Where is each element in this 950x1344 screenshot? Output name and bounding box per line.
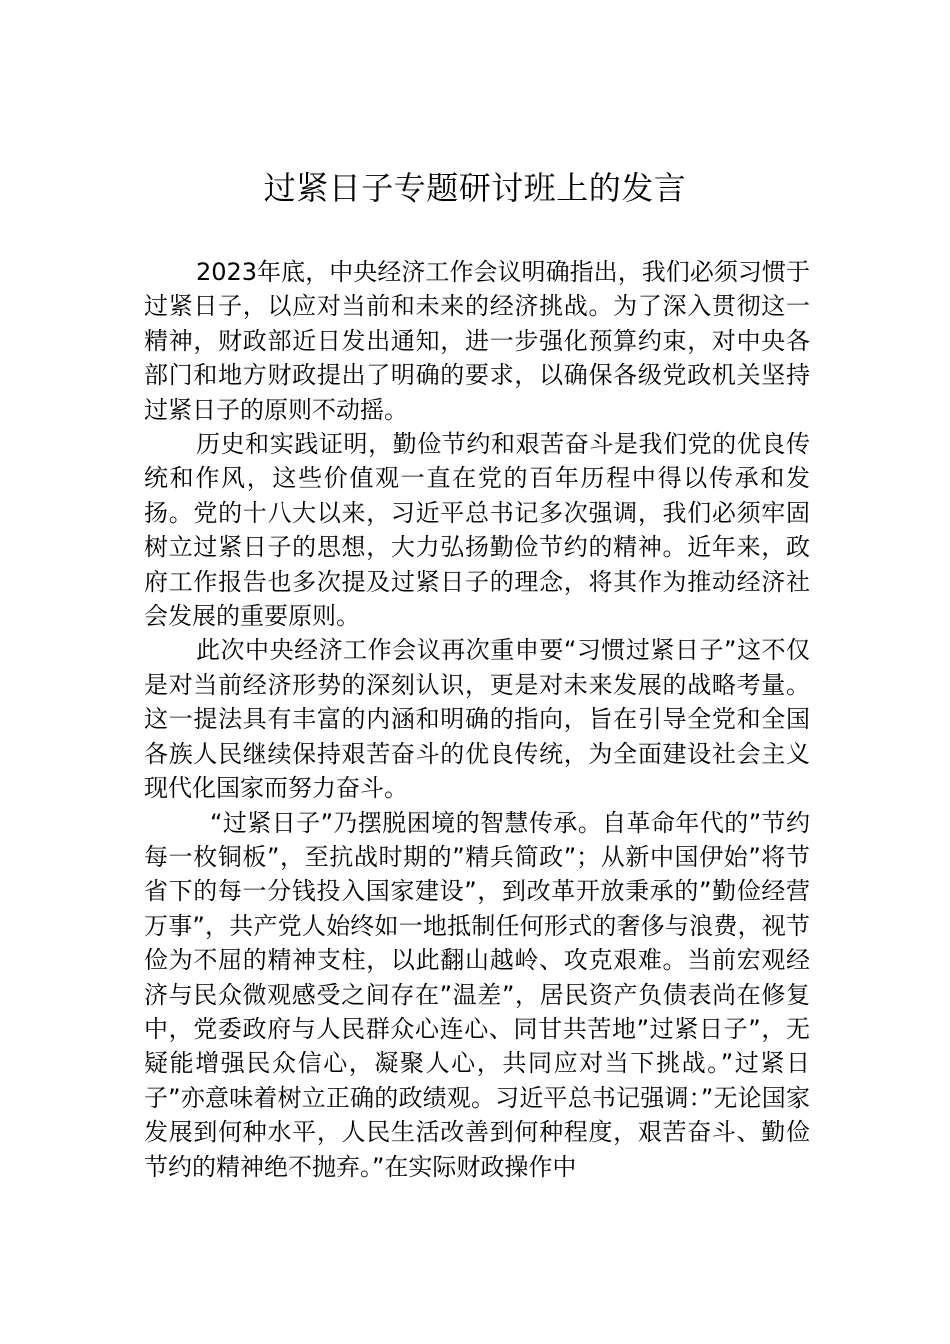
document-title: 过紧日子专题研讨班上的发言 — [263, 169, 687, 207]
paragraph: 历史和实践证明，勤俭节约和艰苦奋斗是我们党的优良传统和作风，这些价值观一直在党的百年历程中得以传承和发扬。党的十八大以来，习近平总书记多次强调，我们必须牢固树立过紧日子的思想，大力弘扬勤俭节约的精神。近年来，政府工作报告也多次提及过紧日子的理念，将其作为推动经济社会发展的重要原则。 — [144, 430, 810, 631]
document-body — [144, 255, 810, 1184]
paragraph: “过紧日子”乃摆脱困境的智慧传承。自革命年代的”节约每一枚铜板”，至抗战时期的”精兵简政”；从新中国伊始”将节省下的每一分钱投入国家建设”，到改革开放秉承的”勤俭经营万事”，共产党人始终如一地抵制任何形式的奢侈与浪费，视节俭为不屈的精神支柱，以此翻山越岭、攻克艰难。当前宏观经济与民众微观感受之间存在”温差”，居民资产负债表尚在修复中，党委政府与人民群众心连心、同甘共苦地”过紧日子”，无疑能增强民众信心，凝聚人心，共同应对当下挑战。”过紧日子”亦意味着树立正确的政绩观。习近平总书记强调：”无论国家发展到何种水平，人民生活改善到何种程度，艰苦奋斗、勤俭节约的精神绝不抛弃。”在实际财政操作中 — [144, 808, 810, 1181]
paragraph: 2023年底，中央经济工作会议明确指出，我们必须习惯于过紧日子，以应对当前和未来的经济挑战。为了深入贯彻这一精神，财政部近日发出通知，进一步强化预算约束，对中央各部门和地方财政提出了明确的要求，以确保各级党政机关坚持过紧日子的原则不动摇。 — [144, 258, 810, 424]
paragraph: 此次中央经济工作会议再次重申要“习惯过紧日子”这不仅是对当前经济形势的深刻认识，更是对未来发展的战略考量。这一提法具有丰富的内涵和明确的指向，旨在引导全党和全国各族人民继续保持艰苦奋斗的优良传统，为全面建设社会主义现代化国家而努力奋斗。 — [144, 636, 810, 803]
